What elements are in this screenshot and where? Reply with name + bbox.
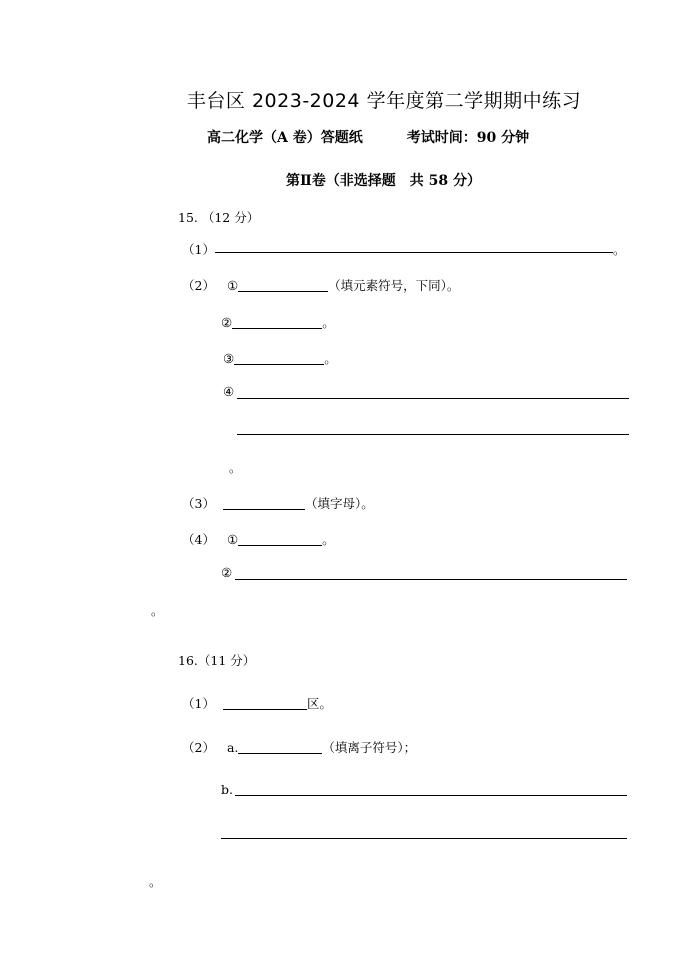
q16-p1-blank[interactable] bbox=[223, 696, 307, 710]
q15-heading: 15. （12 分） bbox=[178, 210, 260, 225]
q16-p2-b-answer-line-2[interactable] bbox=[221, 838, 627, 839]
q15-p2-c1-marker: ① bbox=[226, 278, 239, 293]
q15-p4-c1-end: 。 bbox=[322, 532, 335, 547]
q16-p2-label: （2） bbox=[182, 740, 215, 755]
subtitle-row bbox=[207, 127, 529, 147]
q15-p1-end: 。 bbox=[613, 242, 626, 257]
q15-p2-label: （2） bbox=[182, 278, 215, 293]
q15-p3-note: （填字母）。 bbox=[304, 496, 374, 511]
q15-p3-row bbox=[182, 494, 374, 512]
q15-p4-row bbox=[182, 530, 335, 548]
q15-p2-c3-end: 。 bbox=[324, 351, 337, 366]
q15-p2-c4-marker: ④ bbox=[223, 384, 235, 399]
q15-p2-c3-row bbox=[223, 349, 337, 367]
q16-p1-note: 区。 bbox=[306, 696, 332, 711]
q15-p2-c4-end: 。 bbox=[229, 460, 242, 475]
q15-p2-row bbox=[182, 276, 459, 294]
q15-p2-c2-blank[interactable] bbox=[232, 315, 322, 329]
q15-p3-blank[interactable] bbox=[223, 496, 305, 510]
q15-p4-c1-blank[interactable] bbox=[238, 532, 322, 546]
q16-p2-a-marker: a. bbox=[226, 740, 239, 755]
q15-p2-c1-blank[interactable] bbox=[238, 278, 328, 292]
q15-p2-c2-row bbox=[221, 313, 335, 331]
q15-p2-c1-note: （填元素符号，下同）。 bbox=[328, 278, 460, 293]
q15-p4-c2-answer-line[interactable] bbox=[235, 579, 627, 580]
q16-p2-b-end: 。 bbox=[149, 874, 162, 889]
q16-p2-a-blank[interactable] bbox=[238, 740, 322, 754]
page-title: 丰台区 2023-2024 学年度第二学期期中练习 bbox=[186, 90, 582, 112]
section-title: 第Ⅱ卷（非选择题 共 58 分） bbox=[286, 173, 482, 189]
q15-p4-label: （4） bbox=[182, 532, 215, 547]
exam-time: 考试时间：90 分钟 bbox=[406, 130, 530, 146]
q15-p4-c2-end: 。 bbox=[151, 603, 164, 618]
q16-p2-b-answer-line-1[interactable] bbox=[235, 795, 627, 796]
q15-p2-c2-end: 。 bbox=[322, 315, 335, 330]
q16-p1-row bbox=[182, 694, 332, 712]
q16-p2-b-marker: b. bbox=[221, 782, 233, 797]
q15-p2-c4-answer-line-1[interactable] bbox=[237, 398, 629, 399]
q15-p2-c4-answer-line-2[interactable] bbox=[237, 434, 629, 435]
q16-p1-label: （1） bbox=[182, 696, 215, 711]
q15-p1-answer-line[interactable] bbox=[215, 252, 613, 253]
q16-heading: 16.（11 分） bbox=[178, 653, 256, 668]
q16-p2-row bbox=[182, 738, 416, 756]
subject-label: 高二化学（A 卷）答题纸 bbox=[207, 130, 363, 146]
q15-p2-c3-blank[interactable] bbox=[234, 351, 324, 365]
q15-p1-label: （1） bbox=[182, 242, 215, 257]
q15-p2-c3-marker: ③ bbox=[223, 351, 235, 366]
q16-p2-a-note: （填离子符号）； bbox=[322, 740, 417, 755]
q15-p2-c2-marker: ② bbox=[221, 315, 233, 330]
q15-p3-label: （3） bbox=[182, 496, 215, 511]
q15-p4-c2-marker: ② bbox=[221, 565, 233, 580]
q15-p4-c1-marker: ① bbox=[226, 532, 239, 547]
